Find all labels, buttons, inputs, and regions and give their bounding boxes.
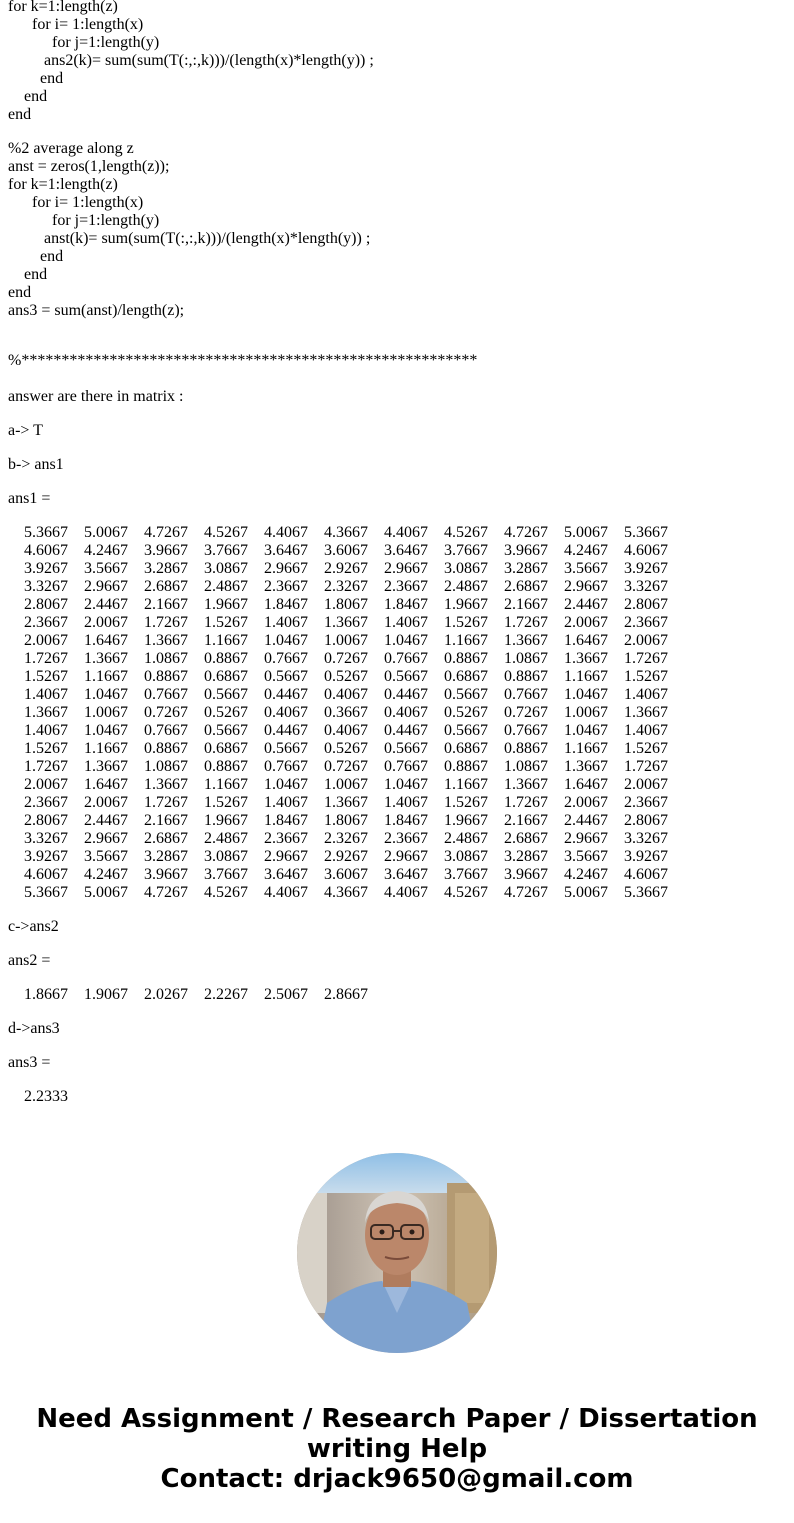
matrix-cell: 3.9267 — [24, 560, 68, 577]
code-line: for k=1:length(z) — [8, 0, 118, 15]
matrix-cell: 1.4067 — [624, 722, 668, 739]
matrix-cell: 0.5267 — [324, 740, 368, 757]
matrix-cell: 2.9667 — [264, 848, 308, 865]
part-d-label: d->ans3 — [8, 1020, 60, 1037]
matrix-cell: 1.1667 — [84, 740, 128, 757]
matrix-cell: 5.0067 — [564, 884, 608, 901]
matrix-cell: 1.1667 — [204, 776, 248, 793]
separator-line: %********************************************************* — [8, 352, 478, 369]
code-line: ans2(k)= sum(sum(T(:,:,k)))/(length(x)*length(y)) ; — [8, 52, 374, 69]
matrix-cell: 0.3667 — [324, 704, 368, 721]
matrix-cell: 3.6467 — [264, 542, 308, 559]
matrix-cell: 0.6867 — [204, 740, 248, 757]
matrix-cell: 0.5667 — [264, 668, 308, 685]
matrix-cell: 2.6867 — [144, 830, 188, 847]
matrix-cell: 1.0067 — [564, 704, 608, 721]
matrix-cell: 1.7267 — [624, 650, 668, 667]
part-c-label: c->ans2 — [8, 918, 59, 935]
matrix-cell: 1.8467 — [264, 812, 308, 829]
matrix-cell: 2.6867 — [144, 578, 188, 595]
matrix-cell: 0.4067 — [384, 704, 428, 721]
matrix-cell: 2.3667 — [624, 614, 668, 631]
matrix-cell: 2.8067 — [624, 812, 668, 829]
matrix-cell: 4.2467 — [84, 542, 128, 559]
matrix-cell: 1.0867 — [144, 650, 188, 667]
matrix-cell: 2.0067 — [624, 632, 668, 649]
matrix-cell: 1.0467 — [564, 722, 608, 739]
matrix-cell: 0.4467 — [264, 686, 308, 703]
matrix-cell: 3.9667 — [504, 542, 548, 559]
code-line: end — [8, 248, 64, 265]
matrix-cell: 0.5667 — [444, 722, 488, 739]
matrix-cell: 3.7667 — [204, 866, 248, 883]
matrix-cell: 1.0467 — [264, 632, 308, 649]
ans2-value: 1.9067 — [84, 986, 128, 1003]
matrix-cell: 1.9667 — [444, 812, 488, 829]
matrix-cell: 1.7267 — [504, 794, 548, 811]
matrix-cell: 2.0067 — [564, 614, 608, 631]
matrix-cell: 1.4067 — [264, 614, 308, 631]
footer-line-1: Need Assignment / Research Paper / Dissertation — [36, 1404, 758, 1434]
matrix-cell: 1.3667 — [144, 776, 188, 793]
matrix-cell: 1.0067 — [324, 632, 368, 649]
matrix-cell: 1.4067 — [384, 614, 428, 631]
matrix-cell: 5.3667 — [624, 524, 668, 541]
matrix-cell: 3.6067 — [324, 866, 368, 883]
matrix-cell: 0.5667 — [204, 722, 248, 739]
code-line: end — [8, 266, 48, 283]
matrix-row — [8, 794, 708, 812]
matrix-row — [8, 524, 708, 542]
matrix-cell: 4.3667 — [324, 524, 368, 541]
matrix-row — [8, 740, 708, 758]
part-a-label: a-> T — [8, 422, 43, 439]
matrix-cell: 3.3267 — [24, 830, 68, 847]
matrix-cell: 1.7267 — [504, 614, 548, 631]
author-photo — [297, 1153, 497, 1353]
matrix-cell: 2.4867 — [444, 830, 488, 847]
matrix-cell: 3.7667 — [444, 866, 488, 883]
matrix-cell: 0.8867 — [144, 668, 188, 685]
matrix-cell: 2.3667 — [624, 794, 668, 811]
matrix-cell: 1.5267 — [624, 740, 668, 757]
matrix-cell: 2.0067 — [84, 614, 128, 631]
code-line: for i= 1:length(x) — [8, 16, 144, 33]
matrix-cell: 2.9667 — [384, 848, 428, 865]
matrix-cell: 0.7667 — [384, 758, 428, 775]
matrix-cell: 1.0867 — [144, 758, 188, 775]
matrix-cell: 0.4467 — [384, 686, 428, 703]
matrix-cell: 2.4467 — [564, 596, 608, 613]
ans3-value: 2.2333 — [24, 1088, 68, 1105]
matrix-cell: 0.7267 — [504, 704, 548, 721]
matrix-cell: 3.3267 — [24, 578, 68, 595]
matrix-cell: 4.7267 — [144, 524, 188, 541]
matrix-cell: 4.7267 — [504, 524, 548, 541]
matrix-cell: 3.6467 — [384, 542, 428, 559]
matrix-cell: 0.8867 — [144, 740, 188, 757]
matrix-row — [8, 560, 708, 578]
author-photo-image — [297, 1153, 497, 1353]
code-line: %2 average along z — [8, 140, 134, 157]
ans3-label: ans3 = — [8, 1054, 51, 1071]
matrix-cell: 0.5267 — [324, 668, 368, 685]
matrix-cell: 1.5267 — [204, 794, 248, 811]
matrix-cell: 0.4067 — [324, 686, 368, 703]
matrix-cell: 0.8867 — [204, 650, 248, 667]
matrix-cell: 4.4067 — [264, 884, 308, 901]
matrix-cell: 1.0467 — [384, 776, 428, 793]
matrix-cell: 1.3667 — [324, 614, 368, 631]
code-line: end — [8, 106, 32, 123]
matrix-cell: 3.7667 — [204, 542, 248, 559]
matrix-cell: 2.8067 — [24, 596, 68, 613]
matrix-cell: 4.4067 — [264, 524, 308, 541]
matrix-cell: 0.5667 — [444, 686, 488, 703]
matrix-cell: 1.3667 — [144, 632, 188, 649]
matrix-cell: 0.7667 — [144, 686, 188, 703]
matrix-cell: 0.6867 — [444, 740, 488, 757]
matrix-cell: 1.3667 — [504, 632, 548, 649]
matrix-cell: 4.6067 — [624, 866, 668, 883]
matrix-row — [8, 668, 708, 686]
matrix-cell: 4.5267 — [444, 884, 488, 901]
matrix-cell: 5.3667 — [24, 524, 68, 541]
code-line: for j=1:length(y) — [8, 34, 160, 51]
ans2-value: 2.0267 — [144, 986, 188, 1003]
matrix-cell: 2.3667 — [264, 578, 308, 595]
matrix-cell: 0.6867 — [204, 668, 248, 685]
matrix-cell: 1.8467 — [384, 596, 428, 613]
matrix-cell: 0.6867 — [444, 668, 488, 685]
matrix-cell: 2.4467 — [84, 596, 128, 613]
matrix-cell: 1.9667 — [204, 596, 248, 613]
matrix-cell: 1.8067 — [324, 812, 368, 829]
matrix-cell: 0.7667 — [264, 758, 308, 775]
matrix-cell: 1.5267 — [444, 614, 488, 631]
matrix-cell: 4.5267 — [204, 884, 248, 901]
matrix-cell: 3.3267 — [624, 830, 668, 847]
matrix-cell: 1.1667 — [204, 632, 248, 649]
matrix-cell: 0.7667 — [504, 722, 548, 739]
matrix-cell: 2.4867 — [444, 578, 488, 595]
matrix-cell: 3.9267 — [624, 560, 668, 577]
matrix-cell: 2.9667 — [564, 578, 608, 595]
matrix-row — [8, 704, 708, 722]
matrix-cell: 2.1667 — [144, 812, 188, 829]
matrix-cell: 1.7267 — [624, 758, 668, 775]
matrix-cell: 4.3667 — [324, 884, 368, 901]
matrix-cell: 0.7267 — [324, 650, 368, 667]
matrix-cell: 1.5267 — [444, 794, 488, 811]
matrix-cell: 2.1667 — [504, 596, 548, 613]
matrix-cell: 0.8867 — [204, 758, 248, 775]
matrix-cell: 2.3667 — [24, 794, 68, 811]
matrix-cell: 4.4067 — [384, 524, 428, 541]
matrix-cell: 0.5667 — [384, 668, 428, 685]
matrix-row — [8, 632, 708, 650]
code-line: end — [8, 70, 64, 87]
matrix-row — [8, 812, 708, 830]
footer-line-2: writing Help — [306, 1434, 488, 1464]
matrix-cell: 0.5667 — [384, 740, 428, 757]
matrix-cell: 3.0867 — [204, 848, 248, 865]
code-line: anst = zeros(1,length(z)); — [8, 158, 170, 175]
matrix-cell: 2.4467 — [564, 812, 608, 829]
matrix-cell: 3.5667 — [564, 560, 608, 577]
matrix-cell: 3.0867 — [204, 560, 248, 577]
matrix-cell: 1.8467 — [264, 596, 308, 613]
matrix-cell: 0.8867 — [504, 668, 548, 685]
matrix-cell: 2.9667 — [564, 830, 608, 847]
matrix-cell: 0.5267 — [204, 704, 248, 721]
matrix-cell: 3.3267 — [624, 578, 668, 595]
matrix-cell: 2.1667 — [504, 812, 548, 829]
matrix-cell: 0.4467 — [384, 722, 428, 739]
matrix-row — [8, 722, 708, 740]
matrix-row — [8, 866, 708, 884]
matrix-cell: 1.7267 — [24, 758, 68, 775]
matrix-cell: 1.4067 — [624, 686, 668, 703]
matrix-cell: 1.9667 — [444, 596, 488, 613]
matrix-cell: 1.9667 — [204, 812, 248, 829]
matrix-cell: 3.9667 — [144, 542, 188, 559]
matrix-cell: 1.1667 — [84, 668, 128, 685]
matrix-cell: 2.0067 — [84, 794, 128, 811]
matrix-cell: 4.7267 — [504, 884, 548, 901]
matrix-cell: 5.3667 — [24, 884, 68, 901]
ans1-matrix — [8, 524, 708, 904]
matrix-cell: 1.7267 — [144, 614, 188, 631]
matrix-cell: 3.5667 — [84, 560, 128, 577]
matrix-cell: 2.6867 — [504, 578, 548, 595]
matrix-cell: 1.4067 — [24, 686, 68, 703]
matrix-cell: 2.3667 — [264, 830, 308, 847]
answer-intro: answer are there in matrix : — [8, 388, 184, 405]
matrix-cell: 3.7667 — [444, 542, 488, 559]
matrix-cell: 4.2467 — [84, 866, 128, 883]
matrix-cell: 1.1667 — [444, 776, 488, 793]
matrix-cell: 5.0067 — [84, 884, 128, 901]
matrix-cell: 3.9667 — [144, 866, 188, 883]
matrix-cell: 1.5267 — [624, 668, 668, 685]
matrix-cell: 1.8467 — [384, 812, 428, 829]
matrix-cell: 0.4067 — [264, 704, 308, 721]
matrix-cell: 1.5267 — [204, 614, 248, 631]
matrix-cell: 3.5667 — [564, 848, 608, 865]
matrix-cell: 1.3667 — [84, 758, 128, 775]
matrix-cell: 3.6467 — [264, 866, 308, 883]
ans2-value: 1.8667 — [24, 986, 68, 1003]
matrix-cell: 2.9267 — [324, 848, 368, 865]
matrix-cell: 1.0467 — [564, 686, 608, 703]
matrix-row — [8, 884, 708, 902]
matrix-cell: 0.5267 — [444, 704, 488, 721]
matrix-cell: 2.4867 — [204, 830, 248, 847]
matrix-cell: 5.0067 — [564, 524, 608, 541]
matrix-cell: 3.2867 — [144, 848, 188, 865]
matrix-cell: 0.7667 — [504, 686, 548, 703]
matrix-cell: 1.3667 — [564, 758, 608, 775]
matrix-cell: 0.5667 — [264, 740, 308, 757]
matrix-cell: 3.9267 — [624, 848, 668, 865]
code-line: ans3 = sum(anst)/length(z); — [8, 302, 185, 319]
matrix-cell: 1.3667 — [84, 650, 128, 667]
matrix-cell: 2.1667 — [144, 596, 188, 613]
matrix-row — [8, 578, 708, 596]
ans2-value: 2.8667 — [324, 986, 368, 1003]
matrix-cell: 1.4067 — [384, 794, 428, 811]
matrix-cell: 2.3267 — [324, 578, 368, 595]
matrix-cell: 1.8067 — [324, 596, 368, 613]
ans2-value: 2.2267 — [204, 986, 248, 1003]
matrix-cell: 0.8867 — [504, 740, 548, 757]
matrix-cell: 1.1667 — [564, 668, 608, 685]
matrix-row — [8, 614, 708, 632]
matrix-cell: 1.0467 — [84, 722, 128, 739]
matrix-cell: 1.1667 — [564, 740, 608, 757]
ans2-value: 2.5067 — [264, 986, 308, 1003]
matrix-cell: 3.6467 — [384, 866, 428, 883]
matrix-cell: 2.6867 — [504, 830, 548, 847]
matrix-cell: 3.6067 — [324, 542, 368, 559]
matrix-cell: 1.6467 — [564, 776, 608, 793]
matrix-cell: 1.5267 — [24, 668, 68, 685]
matrix-cell: 2.3667 — [384, 830, 428, 847]
code-line: anst(k)= sum(sum(T(:,:,k)))/(length(x)*length(y)) ; — [8, 230, 371, 247]
matrix-cell: 1.0867 — [504, 650, 548, 667]
matrix-cell: 1.0467 — [384, 632, 428, 649]
part-b-label: b-> ans1 — [8, 456, 64, 473]
matrix-row — [8, 686, 708, 704]
matrix-cell: 4.6067 — [624, 542, 668, 559]
matrix-cell: 1.0467 — [264, 776, 308, 793]
matrix-cell: 4.5267 — [204, 524, 248, 541]
ans2-values — [8, 986, 408, 1004]
matrix-cell: 0.7667 — [144, 722, 188, 739]
matrix-cell: 1.4067 — [24, 722, 68, 739]
matrix-row — [8, 848, 708, 866]
code-line: for k=1:length(z) — [8, 176, 118, 193]
matrix-cell: 2.0067 — [24, 632, 68, 649]
matrix-cell: 0.8867 — [444, 758, 488, 775]
matrix-cell: 2.9267 — [324, 560, 368, 577]
code-line: for j=1:length(y) — [8, 212, 160, 229]
matrix-cell: 2.0067 — [624, 776, 668, 793]
code-line: for i= 1:length(x) — [8, 194, 144, 211]
footer-contact: Contact: drjack9650@gmail.com — [160, 1464, 634, 1494]
matrix-cell: 4.4067 — [384, 884, 428, 901]
matrix-cell: 0.4467 — [264, 722, 308, 739]
matrix-cell: 0.7667 — [384, 650, 428, 667]
matrix-cell: 0.8867 — [444, 650, 488, 667]
matrix-cell: 3.9267 — [24, 848, 68, 865]
matrix-cell: 4.7267 — [144, 884, 188, 901]
code-line: end — [8, 88, 48, 105]
matrix-cell: 3.5667 — [84, 848, 128, 865]
matrix-cell: 2.4867 — [204, 578, 248, 595]
code-line: end — [8, 284, 32, 301]
matrix-cell: 5.0067 — [84, 524, 128, 541]
matrix-cell: 2.4467 — [84, 812, 128, 829]
matrix-cell: 4.2467 — [564, 542, 608, 559]
matrix-cell: 3.2867 — [504, 560, 548, 577]
matrix-cell: 2.9667 — [384, 560, 428, 577]
matrix-cell: 2.9667 — [84, 578, 128, 595]
matrix-cell: 2.8067 — [24, 812, 68, 829]
matrix-cell: 4.6067 — [24, 866, 68, 883]
matrix-cell: 3.2867 — [144, 560, 188, 577]
matrix-cell: 1.3667 — [24, 704, 68, 721]
matrix-cell: 4.6067 — [24, 542, 68, 559]
matrix-cell: 1.0067 — [324, 776, 368, 793]
matrix-cell: 2.3667 — [24, 614, 68, 631]
matrix-cell: 1.4067 — [264, 794, 308, 811]
matrix-cell: 1.3667 — [324, 794, 368, 811]
matrix-cell: 2.3667 — [384, 578, 428, 595]
matrix-cell: 1.3667 — [564, 650, 608, 667]
matrix-cell: 0.5667 — [204, 686, 248, 703]
matrix-cell: 5.3667 — [624, 884, 668, 901]
matrix-cell: 0.7267 — [324, 758, 368, 775]
matrix-cell: 4.5267 — [444, 524, 488, 541]
matrix-cell: 1.6467 — [564, 632, 608, 649]
matrix-cell: 4.2467 — [564, 866, 608, 883]
matrix-cell: 2.8067 — [624, 596, 668, 613]
matrix-cell: 1.5267 — [24, 740, 68, 757]
ans2-label: ans2 = — [8, 952, 51, 969]
matrix-cell: 1.6467 — [84, 632, 128, 649]
matrix-row — [8, 650, 708, 668]
matrix-cell: 2.0067 — [564, 794, 608, 811]
matrix-row — [8, 542, 708, 560]
matrix-row — [8, 776, 708, 794]
matrix-cell: 3.9667 — [504, 866, 548, 883]
matrix-row — [8, 758, 708, 776]
matrix-cell: 2.9667 — [84, 830, 128, 847]
matrix-cell: 1.6467 — [84, 776, 128, 793]
ans1-label: ans1 = — [8, 490, 51, 507]
matrix-cell: 1.0067 — [84, 704, 128, 721]
matrix-cell: 1.3667 — [624, 704, 668, 721]
matrix-cell: 1.0867 — [504, 758, 548, 775]
matrix-cell: 2.3267 — [324, 830, 368, 847]
matrix-cell: 2.9667 — [264, 560, 308, 577]
matrix-cell: 0.4067 — [324, 722, 368, 739]
matrix-cell: 0.7267 — [144, 704, 188, 721]
matrix-cell: 2.0067 — [24, 776, 68, 793]
matrix-row — [8, 596, 708, 614]
matrix-cell: 0.7667 — [264, 650, 308, 667]
matrix-cell: 3.2867 — [504, 848, 548, 865]
matrix-cell: 3.0867 — [444, 848, 488, 865]
matrix-cell: 1.3667 — [504, 776, 548, 793]
matrix-cell: 1.7267 — [144, 794, 188, 811]
matrix-cell: 1.0467 — [84, 686, 128, 703]
matrix-cell: 3.0867 — [444, 560, 488, 577]
matrix-cell: 1.1667 — [444, 632, 488, 649]
matrix-row — [8, 830, 708, 848]
matrix-cell: 1.7267 — [24, 650, 68, 667]
